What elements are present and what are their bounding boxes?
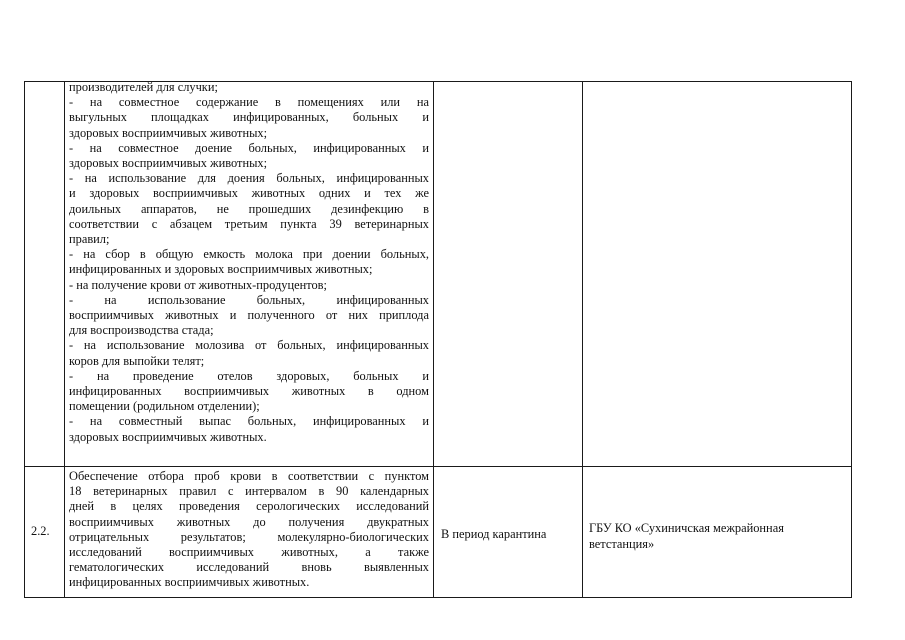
text-line: - на использование для доения больных, инфицированных [69, 171, 429, 186]
text-line: здоровых восприимчивых животных; [69, 125, 268, 140]
period-cell: В период карантина [441, 527, 547, 541]
measures-cell-row-1 [69, 80, 429, 445]
text-line: инфицированных восприимчивых животных. [69, 575, 310, 590]
table-row-divider [24, 466, 852, 467]
table-left-border [24, 81, 25, 598]
text-line: - на проведение отелов здоровых, больных и [69, 368, 429, 383]
text-line: - на использование молозива от больных, инфицированных [69, 338, 429, 353]
text-line: - на совместный выпас больных, инфицированных и [69, 414, 429, 429]
table-col-divider-2 [433, 81, 434, 598]
text-line: инфицированных восприимчивых животных в одном [69, 384, 429, 399]
text-line: - на получение крови от животных-продуцентов; [69, 277, 327, 292]
text-line: исследований восприимчивых животных, а также [69, 545, 429, 560]
text-line: - на совместное доение больных, инфицированных и [69, 140, 429, 155]
row-number-2-2: 2.2. [31, 524, 50, 538]
text-line: доильных аппаратов, не прошедших дезинфекцию в [69, 201, 429, 216]
text-line: здоровых восприимчивых животных. [69, 429, 267, 444]
measures-cell-row-2 [69, 469, 429, 591]
text-line: - на совместное содержание в помещениях или на [69, 95, 429, 110]
text-line: восприимчивых животных и полученного от них приплода [69, 308, 429, 323]
text-line: восприимчивых животных до получения двукратных [69, 514, 429, 529]
text-line: гематологических исследований вновь выявленных [69, 560, 429, 575]
table-col-divider-1 [64, 81, 65, 598]
table-right-border [851, 81, 852, 598]
text-line: дней в целях проведения серологических исследований [69, 499, 429, 514]
text-line: отрицательных результатов; молекулярно-биологических [69, 529, 429, 544]
text-line: 18 ветеринарных правил с интервалом в 90 календарных [69, 484, 429, 499]
responsible-cell-line-2: ветстанция» [589, 537, 655, 551]
text-line: инфицированных и здоровых восприимчивых животных; [69, 262, 373, 277]
text-line: правил; [69, 232, 110, 247]
text-line: - на сбор в общую емкость молока при доении больных, [69, 247, 429, 262]
text-line: помещении (родильном отделении); [69, 399, 260, 414]
table-col-divider-3 [582, 81, 583, 598]
text-line: соответствии с абзацем третьим пункта 39 ветеринарных [69, 216, 429, 231]
text-line: - на использование больных, инфицированных [69, 292, 429, 307]
text-line: для воспроизводства стада; [69, 323, 214, 338]
text-line: выгульных площадках инфицированных, больных и [69, 110, 429, 125]
responsible-cell-line-1: ГБУ КО «Сухиничская межрайонная [589, 521, 784, 535]
table-bottom-border [24, 597, 852, 598]
text-line: и здоровых восприимчивых животных одних и тех же [69, 186, 429, 201]
text-line: здоровых восприимчивых животных; [69, 156, 268, 171]
text-line: производителей для случки; [69, 80, 218, 94]
text-line: Обеспечение отбора проб крови в соответствии с пунктом [69, 469, 429, 483]
text-line: коров для выпойки телят; [69, 353, 205, 368]
